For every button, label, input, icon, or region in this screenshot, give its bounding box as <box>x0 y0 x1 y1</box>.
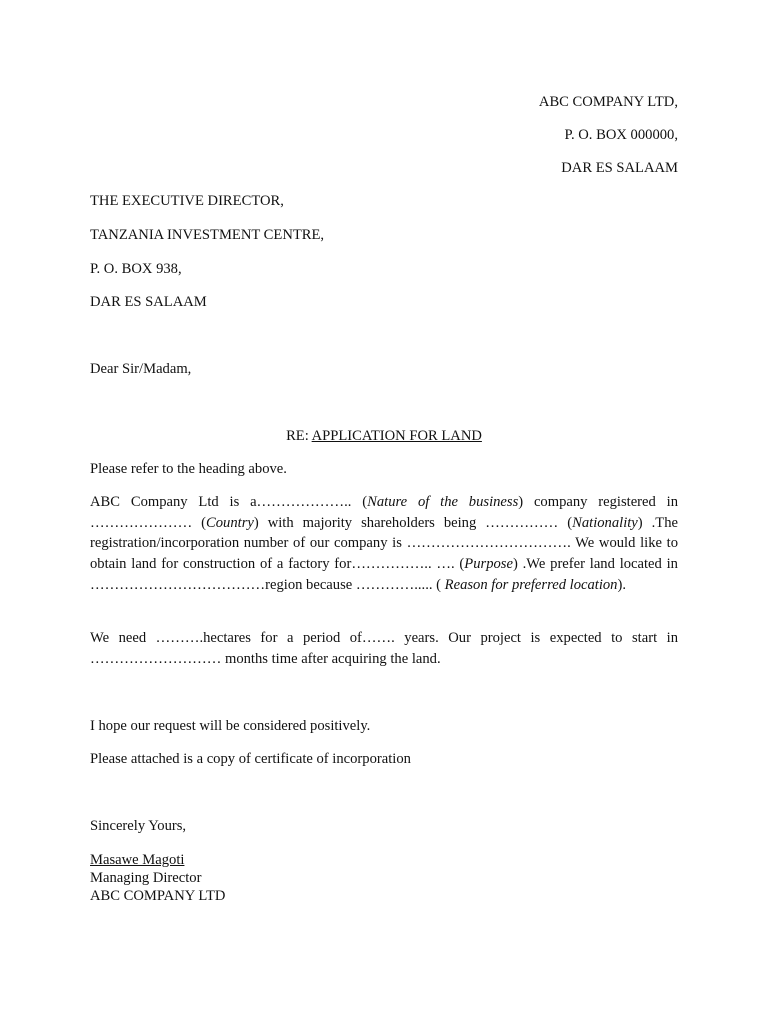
sender-city: DAR ES SALAAM <box>561 160 678 176</box>
recipient-org: TANZANIA INVESTMENT CENTRE, <box>90 227 325 243</box>
para1-italic-4: Purpose <box>464 556 513 573</box>
recipient-title: THE EXECUTIVE DIRECTOR, <box>90 193 284 209</box>
para1-italic-1: Nature of the business <box>367 494 519 510</box>
para1-text-2: ) company registered in ………………… ( <box>90 494 678 531</box>
signatory-company: ABC COMPANY LTD <box>90 888 226 904</box>
signatory-name-text: Masawe Magoti <box>90 852 185 868</box>
closing: Sincerely Yours, <box>90 818 187 834</box>
attached-text: Please attached is a copy of certificate of incorporation <box>90 751 411 767</box>
salutation: Dear Sir/Madam, <box>90 361 192 377</box>
para1-italic-2: Country <box>206 514 254 531</box>
para1-text-5: ) .We prefer land located in ………………………………region because …………..... ( <box>90 556 678 593</box>
para1-text-4: ) .The registration/incorporation number of our company is ……………………………. We would like to obtain land for construction of a factory for…………….. …. ( <box>90 514 678 573</box>
subject-line <box>0 427 768 445</box>
para1-text-3: ) with majority shareholders being …………… ( <box>253 514 573 531</box>
intro-text: Please refer to the heading above. <box>90 461 287 477</box>
sender-name: ABC COMPANY LTD, <box>538 94 678 110</box>
recipient-box: P. O. BOX 938, <box>90 261 182 277</box>
body-paragraph-2: We need ……….hectares for a period of……. years. Our project is expected to start in ……………………… months time after acquiring the land. <box>90 630 678 667</box>
subject-prefix: RE: <box>286 428 312 444</box>
signatory-name <box>90 851 184 869</box>
hope-text: I hope our request will be considered positively. <box>90 718 371 734</box>
recipient-city: DAR ES SALAAM <box>90 294 207 310</box>
para1-italic-5: Reason for preferred location <box>444 576 618 593</box>
para1-text-6: ). <box>617 576 626 593</box>
body-paragraph-1 <box>90 492 678 596</box>
signatory-position: Managing Director <box>90 870 202 886</box>
para1-italic-3: Nationality <box>572 514 638 531</box>
sender-box: P. O. BOX 000000, <box>564 127 678 143</box>
subject-text: APPLICATION FOR LAND <box>311 428 482 444</box>
para1-text-1: ABC Company Ltd is a……………….. ( <box>90 494 368 510</box>
